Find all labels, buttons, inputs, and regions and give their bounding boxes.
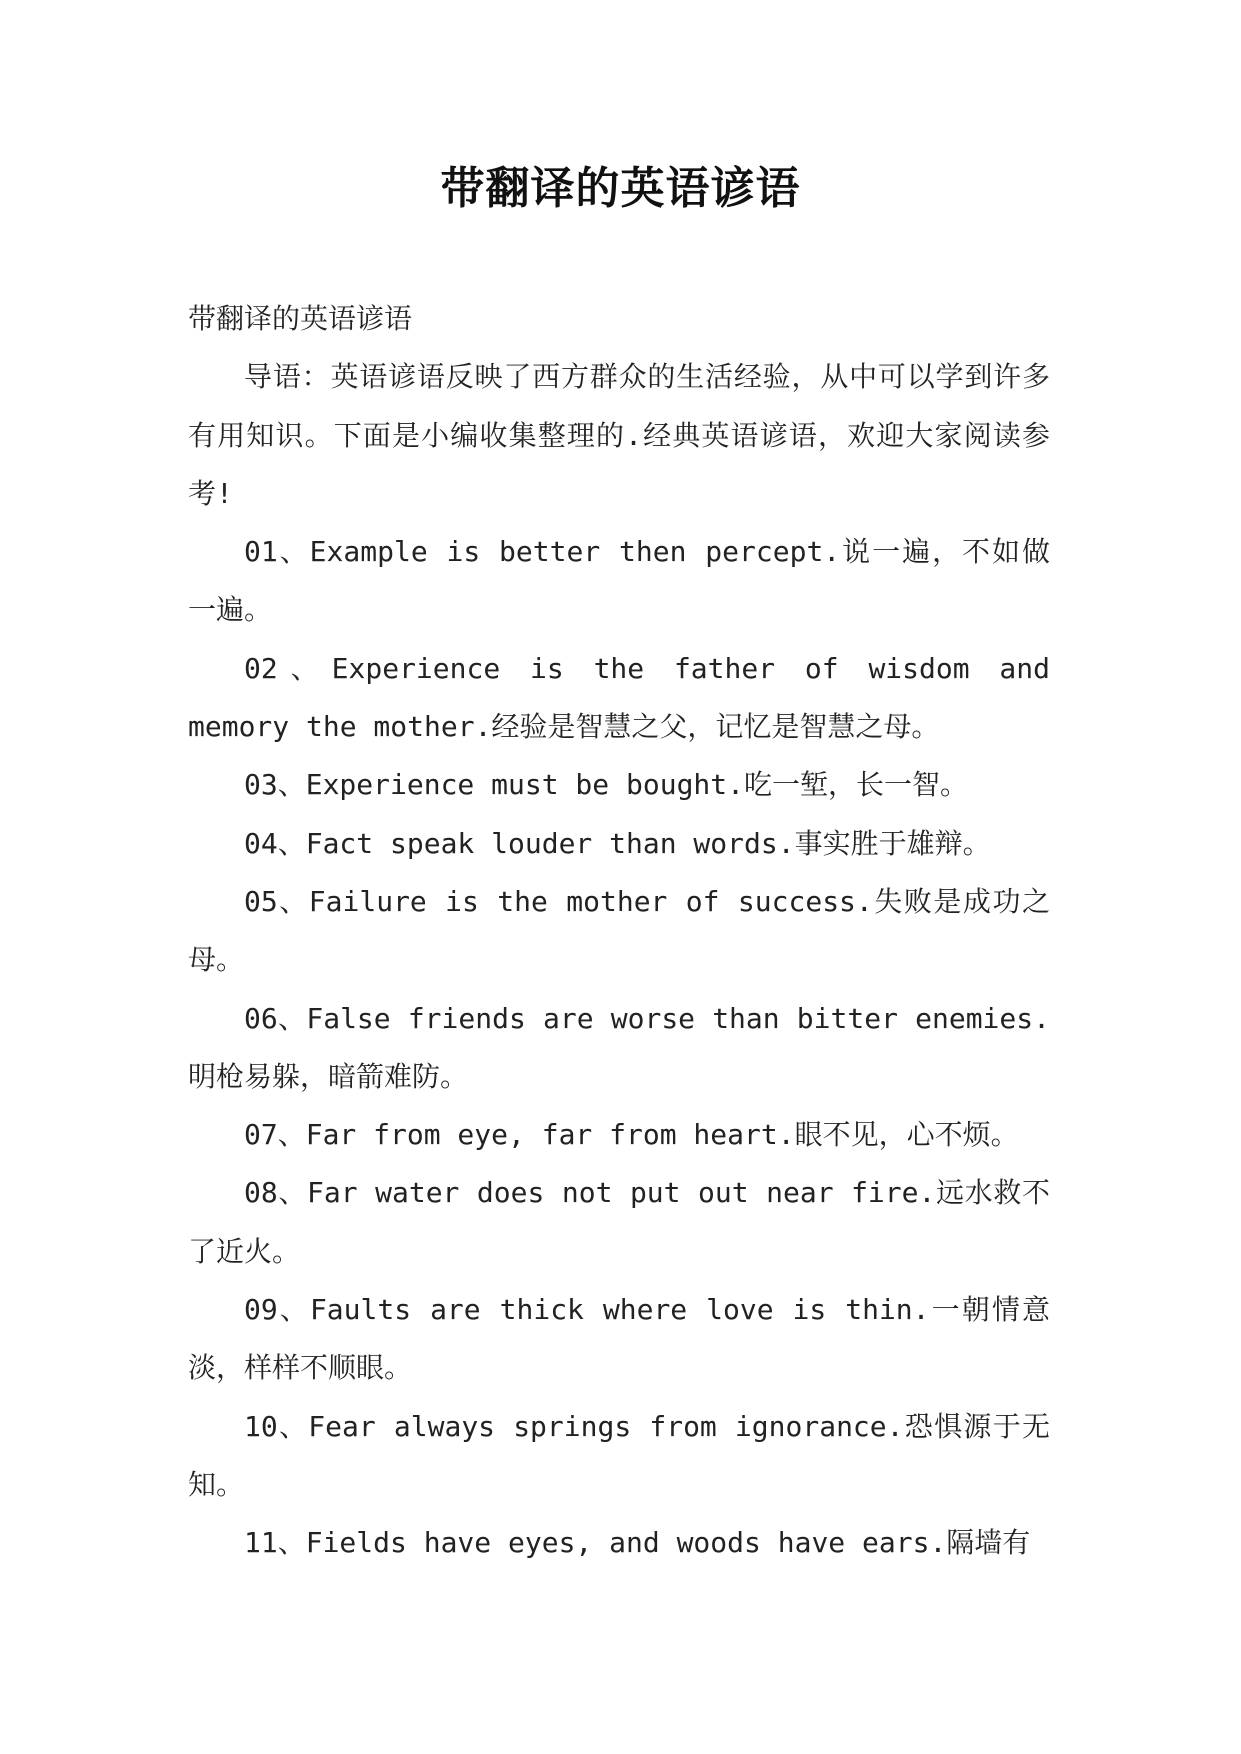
proverb-paragraph: 09、Faults are thick where love is thin.一朝情意淡，样样不顺眼。 bbox=[188, 1293, 1050, 1385]
proverb-paragraph: 01、Example is better then percept.说一遍，不如做一遍。 bbox=[188, 535, 1050, 627]
document-title: 带翻译的英语谚语 bbox=[440, 163, 801, 214]
proverb-paragraph: 04、Fact speak louder than words.事实胜于雄辩。 bbox=[244, 826, 991, 860]
subtitle-paragraph: 带翻译的英语谚语 bbox=[188, 302, 413, 335]
proverb-paragraph: 07、Far from eye, far from heart.眼不见，心不烦。 bbox=[244, 1118, 1019, 1152]
proverb-paragraph: 11、Fields have eyes, and woods have ears.隔墙有 bbox=[244, 1526, 1031, 1560]
proverb-paragraph: 05、Failure is the mother of success.失败是成功之母。 bbox=[188, 884, 1050, 977]
proverb-paragraph: 03、Experience must be bought.吃一堑，长一智。 bbox=[244, 768, 969, 802]
proverb-paragraph: 02、Experience is the father of wisdom and memory the mother.经验是智慧之父，记忆是智慧之母。 bbox=[188, 651, 1050, 744]
intro-paragraph: 导语：英语谚语反映了西方群众的生活经验，从中可以学到许多有用知识。下面是小编收集整理的.经典英语谚语，欢迎大家阅读参考! bbox=[188, 360, 1050, 510]
document-body bbox=[188, 290, 1050, 1573]
proverb-paragraph: 10、Fear always springs from ignorance.恐惧源于无知。 bbox=[188, 1409, 1050, 1501]
proverb-paragraph: 08、Far water does not put out near fire.远水救不了近火。 bbox=[188, 1176, 1050, 1268]
proverb-paragraph: 06、False friends are worse than bitter enemies.明枪易躲，暗箭难防。 bbox=[188, 1001, 1050, 1093]
